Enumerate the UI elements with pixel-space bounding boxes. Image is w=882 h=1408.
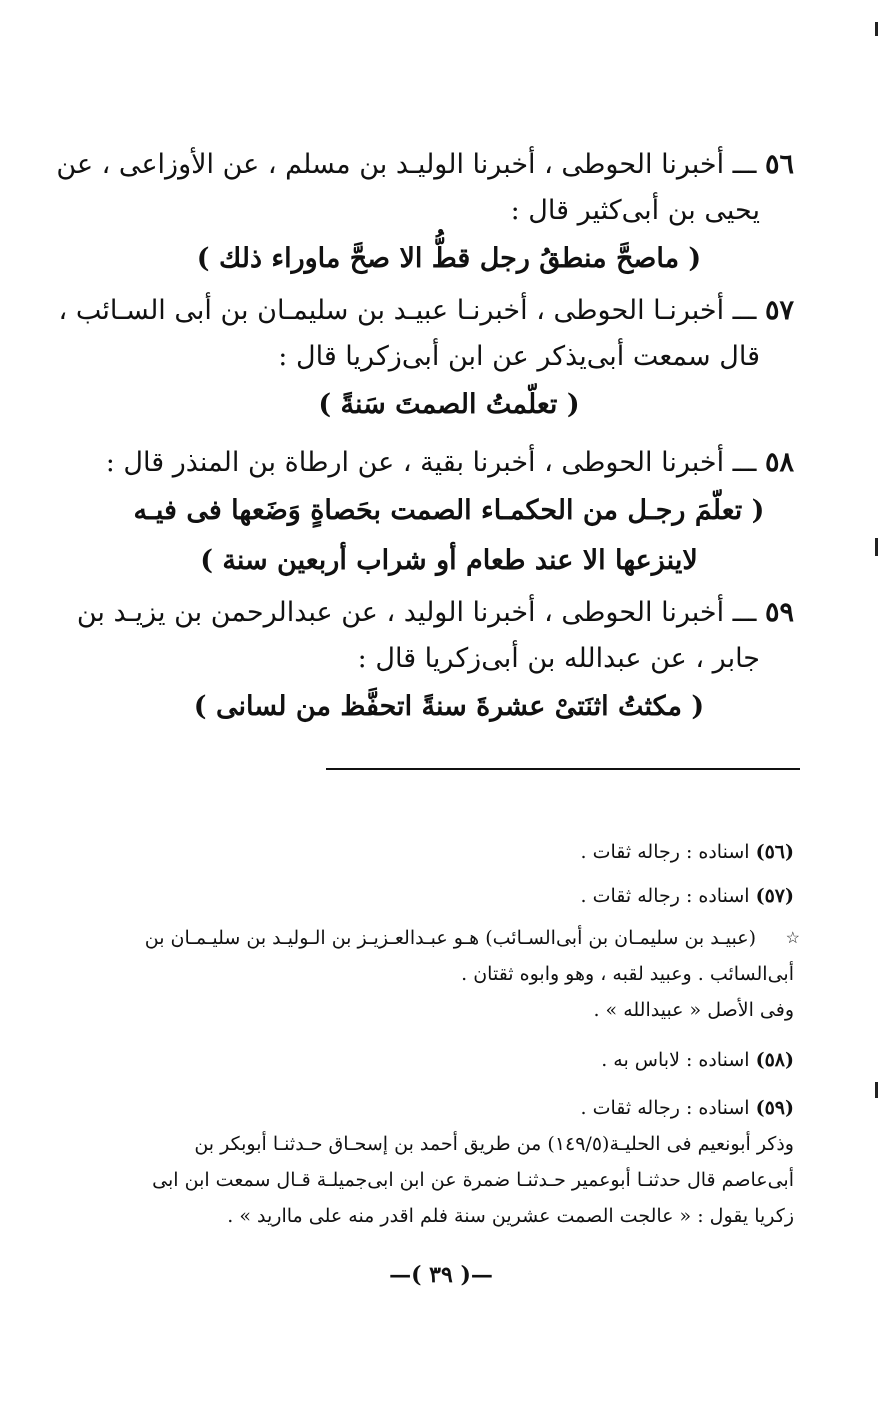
footnote-59	[104, 1090, 794, 1234]
entry-text: ـــ أخبرنا الحوطى ، أخبرنا الوليد ، عن عبدالرحمن بن يزيـد بن	[76, 597, 757, 628]
entry-line	[58, 288, 794, 334]
footnote-text: وذكر أبونعيم فى الحليـة(١٤٩/٥) من طريق أحمد بن إسحـاق حـدثنـا أبوبكر بن	[194, 1133, 794, 1155]
scan-edge-mark	[875, 538, 878, 556]
hadith-entry-56	[56, 142, 794, 284]
entry-text: ـــ أخبرنـا الحوطى ، أخبرنـا عبيـد بن سليمـان بن أبى السـائب ،	[58, 295, 757, 326]
entry-quote: لاينزعها الا عند طعام أو شراب أربعين سنة )	[200, 545, 698, 576]
footnote-text: اسناده : رجاله ثقات .	[580, 885, 750, 907]
hadith-entry-57	[58, 288, 794, 430]
entry-number: ٥٧	[764, 295, 794, 326]
scan-edge-mark	[875, 1082, 878, 1098]
footnote-text: وفى الأصل « عبيدالله » .	[593, 999, 794, 1021]
footnote-number: (٥٨)	[755, 1049, 794, 1071]
entry-number: ٥٩	[764, 597, 794, 628]
entry-quote: ( تعلّمتُ الصمتَ سَنةً )	[318, 389, 580, 420]
footnote-text: أبى‌عاصم قال حدثنـا أبوعمير حـدثنـا ضمرة عن ابن ابى‌جميلـة قـال سمعت ابن ابى	[152, 1169, 794, 1191]
entry-text: ـــ أخبرنا الحوطى ، أخبرنا بقية ، عن ارطاة بن المنذر قال :	[105, 447, 757, 478]
entry-line	[76, 590, 794, 636]
footnote-text: زكريا يقول : « عالجت الصمت عشرين سنة فلم اقدر منه على ماارید » .	[227, 1205, 794, 1227]
entry-quote: ( مكثتُ اثنَتىْ عشرةَ سنةً اتحفَّظ من لسانى )	[193, 691, 705, 722]
page-number: —( ٣٩ )—	[389, 1262, 493, 1288]
footnote-number: (٥٧)	[755, 885, 794, 907]
entry-quote: ( ماصحَّ منطقُ رجل قطُّ الا صحَّ ماوراء ذلك )	[196, 243, 702, 274]
entry-number: ٥٦	[764, 149, 794, 180]
entry-quote: ( تعلّمَ رجـل من الحكمـاء الصمت بحَصاةٍ وَضَعها فى فيـه	[133, 495, 765, 526]
hadith-entry-58	[104, 440, 794, 586]
scan-edge-mark	[875, 22, 878, 36]
hadith-entry-59	[76, 590, 794, 732]
footnote-58	[104, 1042, 794, 1078]
footnote-number: (٥٦)	[755, 841, 794, 863]
footnote-text: (عبيـد بن سليمـان بن أبى‌السـائب) هـو عبـدالعـزيـز بن الـوليـد بن سليـمـان بن	[144, 927, 756, 949]
footnote-divider	[326, 768, 800, 770]
entry-line: قال سمعت أبى‌يذكر عن ابن أبى‌زكريا قال :	[278, 341, 760, 372]
footnote-57	[104, 878, 794, 914]
entry-line: يحيى بن أبى‌كثير قال :	[510, 195, 760, 226]
entry-line	[56, 142, 794, 188]
entry-text: ـــ أخبرنا الحوطى ، أخبرنا الوليـد بن مسلم ، عن الأوزاعى ، عن	[56, 149, 757, 180]
footnote-text: اسناده : رجاله ثقات .	[580, 841, 750, 863]
star-icon: ☆	[785, 928, 800, 947]
footnote-text: اسناده : لاباس به .	[601, 1049, 750, 1071]
footnote-text: اسناده : رجاله ثقات .	[580, 1097, 750, 1119]
footnote-star	[104, 920, 800, 1028]
entry-number: ٥٨	[764, 447, 794, 478]
footnote-number: (٥٩)	[755, 1097, 794, 1119]
footnote-text: أبى‌السائب . وعبيد لقبه ، وهو وابوه ثقتان .	[461, 963, 794, 985]
footnote-56	[104, 834, 794, 870]
entry-line	[104, 440, 794, 486]
entry-line: جابر ، عن عبدالله بن أبى‌زكريا قال :	[357, 643, 760, 674]
